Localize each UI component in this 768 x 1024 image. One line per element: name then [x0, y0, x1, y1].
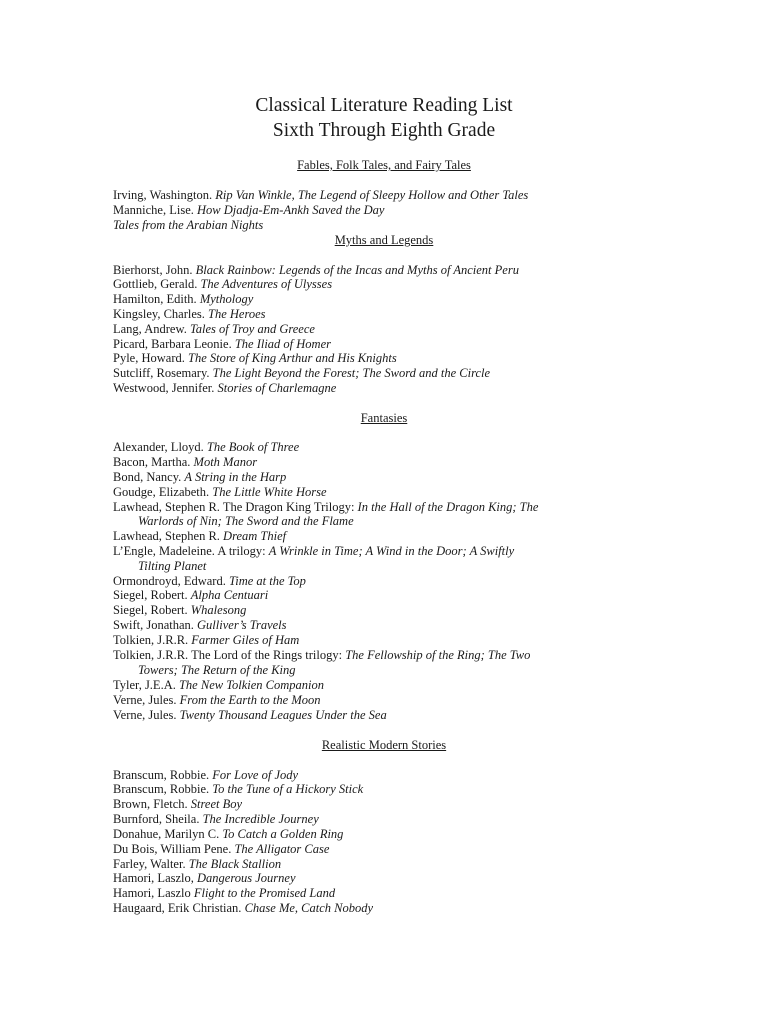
author: Hamori, Laszlo: [113, 886, 194, 900]
author: Siegel, Robert.: [113, 588, 191, 602]
list-item: [113, 529, 673, 544]
book-title: The Fellowship of the Ring; The Two: [345, 648, 531, 662]
author: Bierhorst, John.: [113, 263, 196, 277]
author: Farley, Walter.: [113, 857, 189, 871]
list-item: [113, 768, 673, 783]
book-title: Gulliver’s Travels: [197, 618, 287, 632]
book-title: The Heroes: [208, 307, 266, 321]
book-title: Moth Manor: [193, 455, 258, 469]
author: Goudge, Elizabeth.: [113, 485, 213, 499]
list-item: [113, 693, 673, 708]
author: Brown, Fletch.: [113, 797, 191, 811]
book-title: The Little White Horse: [212, 485, 327, 499]
list-item: [113, 218, 673, 233]
section-heading-fables: Fables, Folk Tales, and Fairy Tales: [297, 158, 471, 172]
author: Gottlieb, Gerald.: [113, 277, 201, 291]
list-item: [113, 470, 673, 485]
book-title: To Catch a Golden Ring: [222, 827, 344, 841]
list-item: [113, 500, 673, 515]
book-title: Tales of Troy and Greece: [189, 322, 315, 336]
book-title: Dangerous Journey: [197, 871, 296, 885]
author: Lawhead, Stephen R.: [113, 529, 224, 543]
list-item: [113, 886, 673, 901]
author: Siegel, Robert.: [113, 603, 191, 617]
book-title: Mythology: [199, 292, 254, 306]
author: Donahue, Marilyn C.: [113, 827, 223, 841]
author: Hamori, Laszlo,: [113, 871, 198, 885]
book-title: For Love of Jody: [212, 768, 299, 782]
book-title: Tilting Planet: [138, 559, 207, 573]
book-title: Dream Thief: [223, 529, 287, 543]
author: Picard, Barbara Leonie.: [113, 337, 235, 351]
author: Branscum, Robbie.: [113, 768, 213, 782]
list-item-continuation: [138, 514, 698, 529]
author: Westwood, Jennifer.: [113, 381, 218, 395]
book-title: The Iliad of Homer: [234, 337, 332, 351]
list-item: [113, 588, 673, 603]
list-item: [113, 440, 673, 455]
author: Verne, Jules.: [113, 708, 180, 722]
author: Bacon, Martha.: [113, 455, 194, 469]
list-item: [113, 812, 673, 827]
list-item: [113, 842, 673, 857]
author: Alexander, Lloyd.: [113, 440, 207, 454]
author: Kingsley, Charles.: [113, 307, 209, 321]
author: Tyler, J.E.A.: [113, 678, 179, 692]
book-title: The Black Stallion: [188, 857, 282, 871]
book-title: Towers; The Return of the King: [138, 663, 296, 677]
list-item: [113, 633, 673, 648]
author: Du Bois, William Pene.: [113, 842, 235, 856]
book-title: A String in the Harp: [184, 470, 287, 484]
list-item: [113, 827, 673, 842]
book-title: Whalesong: [190, 603, 247, 617]
list-item: [113, 277, 673, 292]
book-title: Farmer Giles of Ham: [191, 633, 300, 647]
book-title: Chase Me, Catch Nobody: [244, 901, 374, 915]
book-title: Stories of Charlemagne: [217, 381, 337, 395]
list-item: [113, 381, 673, 396]
author: Irving, Washington.: [113, 188, 216, 202]
author: Burnford, Sheila.: [113, 812, 203, 826]
list-item: [113, 544, 673, 559]
author: Swift, Jonathan.: [113, 618, 198, 632]
book-title: The Adventures of Ulysses: [200, 277, 333, 291]
book-title: Street Boy: [190, 797, 243, 811]
list-item: [113, 188, 673, 203]
page-subtitle: Sixth Through Eighth Grade: [272, 120, 496, 141]
section-heading-fantasies: Fantasies: [360, 411, 408, 425]
list-item: [113, 708, 673, 723]
book-title: Tales from the Arabian Nights: [113, 218, 264, 232]
book-title: How Djadja-Em-Ankh Saved the Day: [197, 203, 385, 217]
book-title: The Alligator Case: [234, 842, 330, 856]
book-title: The Light Beyond the Forest; The Sword and the Circle: [212, 366, 491, 380]
author: Tolkien, J.R.R. The Lord of the Rings trilogy:: [113, 648, 346, 662]
author: L’Engle, Madeleine. A trilogy:: [113, 544, 269, 558]
list-item: [113, 307, 673, 322]
author: Ormondroyd, Edward.: [113, 574, 229, 588]
book-title: A Wrinkle in Time; A Wind in the Door; A Swiftly: [268, 544, 515, 558]
book-title: From the Earth to the Moon: [179, 693, 321, 707]
book-title: To the Tune of a Hickory Stick: [212, 782, 364, 796]
list-item: [113, 603, 673, 618]
list-item: [113, 797, 673, 812]
book-title: The New Tolkien Companion: [178, 678, 325, 692]
list-item: [113, 618, 673, 633]
book-title: The Incredible Journey: [202, 812, 319, 826]
list-item: [113, 678, 673, 693]
list-item: [113, 857, 673, 872]
book-title: The Book of Three: [206, 440, 300, 454]
list-item: [113, 337, 673, 352]
list-item: [113, 322, 673, 337]
author: Verne, Jules.: [113, 693, 180, 707]
book-title: Twenty Thousand Leagues Under the Sea: [179, 708, 387, 722]
book-title: The Store of King Arthur and His Knights: [188, 351, 397, 365]
author: Hamilton, Edith.: [113, 292, 200, 306]
author: Lang, Andrew.: [113, 322, 190, 336]
list-item: [113, 203, 673, 218]
author: Sutcliff, Rosemary.: [113, 366, 213, 380]
page-title: Classical Literature Reading List: [255, 95, 513, 116]
book-title: Time at the Top: [228, 574, 306, 588]
author: Haugaard, Erik Christian.: [113, 901, 245, 915]
list-item-continuation: [138, 559, 698, 574]
list-item: [113, 648, 673, 663]
book-title: In the Hall of the Dragon King; The: [357, 500, 539, 514]
book-title: Black Rainbow: Legends of the Incas and Myths of Ancient Peru: [195, 263, 519, 277]
book-title: Alpha Centuari: [190, 588, 269, 602]
author: Pyle, Howard.: [113, 351, 188, 365]
list-item: [113, 366, 673, 381]
list-item: [113, 263, 673, 278]
list-item: [113, 782, 673, 797]
list-item: [113, 351, 673, 366]
book-title: Flight to the Promised Land: [193, 886, 336, 900]
book-title: Warlords of Nin; The Sword and the Flame: [138, 514, 354, 528]
book-title: Rip Van Winkle, The Legend of Sleepy Hollow and Other Tales: [215, 188, 529, 202]
list-item: [113, 485, 673, 500]
list-item: [113, 292, 673, 307]
author: Manniche, Lise.: [113, 203, 198, 217]
author: Lawhead, Stephen R. The Dragon King Trilogy:: [113, 500, 358, 514]
list-item-continuation: [138, 663, 698, 678]
list-item: [113, 871, 673, 886]
section-heading-myths: Myths and Legends: [334, 233, 434, 247]
list-item: [113, 901, 673, 916]
list-item: [113, 574, 673, 589]
author: Bond, Nancy.: [113, 470, 185, 484]
section-heading-realistic: Realistic Modern Stories: [321, 738, 447, 752]
list-item: [113, 455, 673, 470]
author: Tolkien, J.R.R.: [113, 633, 192, 647]
author: Branscum, Robbie.: [113, 782, 213, 796]
